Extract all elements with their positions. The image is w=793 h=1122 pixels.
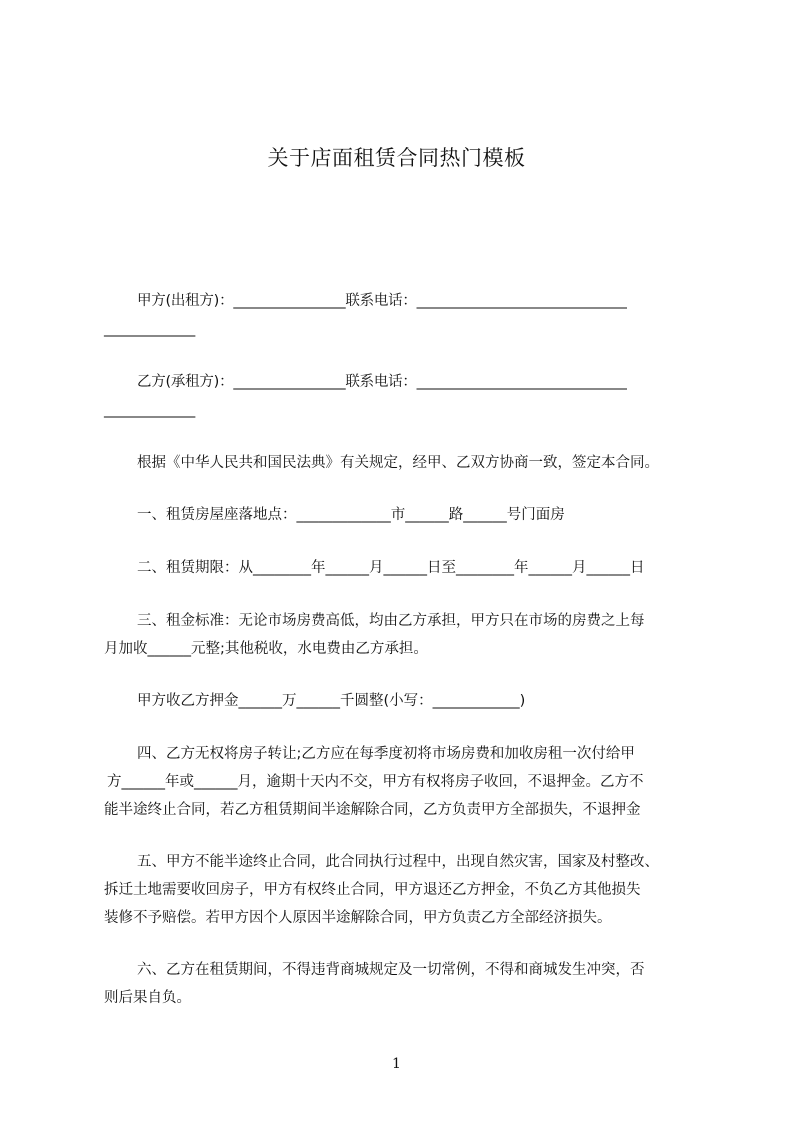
clause-4-line-2: 方______年或______月，逾期十天内不交，甲方有权将房子收回，不退押金。乙方不 bbox=[107, 774, 644, 790]
clause-5-line-3: 装修不予赔偿。若甲方因个人原因半途解除合同，甲方负责乙方全部经济损失。 bbox=[104, 910, 612, 926]
clause-4-line-3: 能半途终止合同，若乙方租赁期间半途解除合同，乙方负责甲方全部损失，不退押金 bbox=[104, 802, 641, 818]
clause-6-line-1: 六、乙方在租赁期间，不得违背商城规定及一切常例，不得和商城发生冲突，否 bbox=[137, 962, 645, 978]
clause-5-line-2: 拆迁土地需要收回房子，甲方有权终止合同，甲方退还乙方押金，不负乙方其他损失 bbox=[104, 882, 641, 898]
clause-3-rent-line-1: 三、租金标准：无论市场房费高低，均由乙方承担，甲方只在市场的房费之上每 bbox=[137, 613, 645, 629]
deposit-line: 甲方收乙方押金______万______千圆整(小写：____________) bbox=[137, 693, 526, 709]
clause-1-location: 一、租赁房屋座落地点：_____________市______路______号门面房 bbox=[137, 507, 565, 523]
preamble-paragraph: 根据《中华人民共和国民法典》有关规定，经甲、乙双方协商一致，签定本合同。 bbox=[137, 455, 659, 471]
party-b-line-continued: _____________ bbox=[104, 402, 195, 418]
clause-6-line-2: 则后果自负。 bbox=[104, 990, 191, 1006]
party-a-line-continued: _____________ bbox=[104, 321, 195, 337]
party-a-line: 甲方(出租方)：________________联系电话：______________________________ bbox=[137, 293, 627, 309]
clause-3-rent-line-2: 月加收______元整;其他税收，水电费由乙方承担。 bbox=[104, 641, 428, 657]
clause-4-line-1: 四、乙方无权将房子转让;乙方应在每季度初将市场房费和加收房租一次付给甲 bbox=[137, 746, 635, 762]
document-title: 关于店面租赁合同热门模板 bbox=[267, 146, 526, 170]
clause-5-line-1: 五、甲方不能半途终止合同，此合同执行过程中，出现自然灾害，国家及村整改、 bbox=[137, 854, 659, 870]
clause-2-term: 二、租赁期限：从________年______月______日至________年______月______日 bbox=[137, 560, 645, 576]
party-b-line: 乙方(承租方)：________________联系电话：______________________________ bbox=[137, 374, 627, 390]
page-number: 1 bbox=[392, 1056, 401, 1072]
